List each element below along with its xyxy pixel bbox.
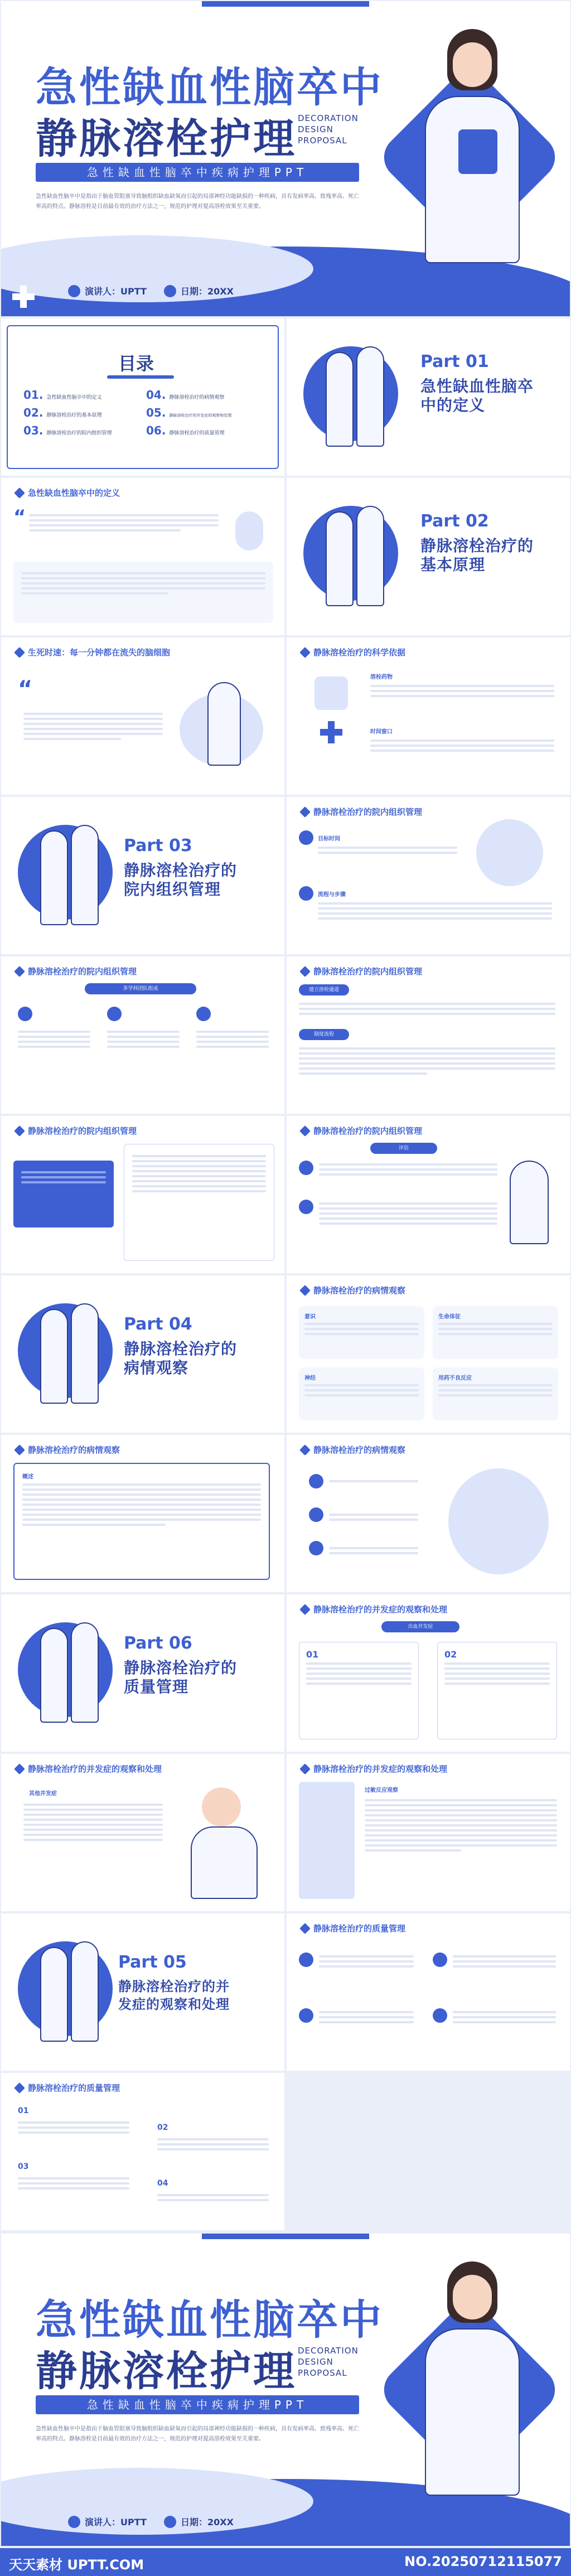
cover-cross-icon <box>12 286 35 308</box>
diamond-icon <box>14 647 25 658</box>
time-slide <box>1 637 284 795</box>
slide-header <box>301 965 422 977</box>
header-text: 静脉溶栓治疗的病情观察 <box>313 1285 406 1296</box>
part01-slide <box>287 318 570 476</box>
text-block <box>319 1161 497 1178</box>
part-title-line: 院内组织管理 <box>124 880 221 898</box>
cover-deco-words <box>298 2345 359 2379</box>
diamond-icon <box>299 1604 311 1615</box>
toc-num: 01. <box>23 388 43 402</box>
date-label <box>164 2515 234 2528</box>
team-icon-2 <box>107 1007 122 1021</box>
toc-label: 静脉溶栓治疗的质量管理 <box>169 431 225 436</box>
calendar-icon <box>164 2516 176 2528</box>
quality-slide-2 <box>1 2073 284 2230</box>
footer-id: NO.20250712115077 <box>404 2554 562 2569</box>
syringe-icon <box>314 676 348 710</box>
part-number: Part 05 <box>118 1952 187 1972</box>
deco-word: DESIGN <box>298 124 333 134</box>
toc-label: 急性缺血性脑卒中的定义 <box>46 395 102 400</box>
blue-panel <box>13 1161 114 1227</box>
date-label <box>164 284 234 297</box>
diamond-icon <box>14 1125 25 1137</box>
side-blue <box>299 1782 355 1899</box>
toc-label: 静脉溶栓治疗的并发症的观察和处理 <box>169 413 232 418</box>
post-treatment-slide <box>287 1754 570 1911</box>
header-text: 静脉溶栓治疗的并发症的观察和处理 <box>313 1764 448 1774</box>
num-01: 01 <box>18 2106 29 2115</box>
text-block <box>329 1511 418 1524</box>
cover-slide-repeat <box>1 2234 570 2546</box>
cover-title-line1: 急性缺血性脑卒中 <box>36 2296 384 2344</box>
slide-header <box>301 646 405 658</box>
lab-illustration <box>448 1468 549 1574</box>
complication-slide-1 <box>287 1594 570 1752</box>
header-text: 静脉溶栓治疗的并发症的观察和处理 <box>28 1764 162 1774</box>
part-title-line: 静脉溶栓治疗的 <box>420 537 534 555</box>
diamond-icon <box>299 1923 311 1934</box>
doctor-illustration <box>510 1161 549 1244</box>
text-block <box>329 1544 418 1557</box>
nurses-illustration <box>40 819 101 931</box>
toc-item[interactable] <box>23 388 146 406</box>
text-block <box>23 1801 163 1844</box>
obs-card-b <box>433 1306 558 1359</box>
slide-header <box>301 1922 405 1934</box>
comp-card-2 <box>437 1642 557 1739</box>
toc-num: 02. <box>23 406 43 419</box>
cover-title-line2: 静脉溶栓护理 <box>36 115 297 163</box>
toc-item[interactable] <box>23 424 146 442</box>
quote-icon: “ <box>18 676 33 702</box>
part03-slide <box>1 797 284 954</box>
nurses-illustration <box>326 341 387 452</box>
scientist-illustration <box>476 819 543 886</box>
mech-label-2: 时间窗口 <box>370 729 393 735</box>
toc-item[interactable] <box>146 388 269 406</box>
step-icon-2 <box>309 1507 323 1522</box>
slide-header <box>16 2082 120 2094</box>
nurses-illustration <box>40 1617 101 1728</box>
header-text: 静脉溶栓治疗的病情观察 <box>28 1445 120 1455</box>
obs-card-d <box>433 1367 558 1420</box>
num-01: 01 <box>306 1649 319 1660</box>
text-block <box>370 682 554 700</box>
slide-header <box>301 806 422 818</box>
text-col <box>196 1028 269 1051</box>
part06-slide <box>1 1594 284 1752</box>
slide-header <box>301 1125 422 1137</box>
text-block <box>453 1952 556 1970</box>
step-icon-3 <box>309 1541 323 1555</box>
num-03: 03 <box>18 2162 29 2171</box>
channel-pill: 建立溶栓通道 <box>299 984 349 995</box>
cover-deco-words <box>298 113 359 146</box>
header-text: 静脉溶栓治疗的院内组织管理 <box>313 807 423 817</box>
toc-item[interactable] <box>23 406 146 424</box>
diamond-icon <box>14 1444 25 1456</box>
team-icon-3 <box>196 1007 211 1021</box>
step-icon-1 <box>299 1161 313 1175</box>
date-text: 日期：20XX <box>181 286 234 297</box>
text-block <box>157 2135 269 2153</box>
goal-label: 目标时间 <box>318 836 340 842</box>
num-02: 02 <box>157 2123 168 2132</box>
slide-header <box>16 1125 137 1137</box>
header-text: 静脉溶栓治疗的科学依据 <box>313 647 406 658</box>
text-col <box>18 1028 90 1051</box>
org-slide-3 <box>287 956 570 1114</box>
num-icon-4 <box>433 2008 447 2023</box>
cover-subtitle-band <box>36 2395 359 2414</box>
text-col <box>107 1028 180 1051</box>
header-text: 静脉溶栓治疗的质量管理 <box>28 2083 120 2093</box>
part-title-line: 质量管理 <box>124 1678 189 1696</box>
diamond-icon <box>299 1125 311 1137</box>
complication-slide-2 <box>1 1754 284 1911</box>
part-title <box>118 1978 230 2013</box>
cover-description: 急性缺血性脑卒中是指由于脑血管阻塞导致脑组织缺血缺氧而引起的局部神经功能缺损的一种疾病，具有发病率高、致残率高、死亡率高的特点。静脉溶栓是目前最有效的治疗方法之一，规范的护理对提高溶栓效果至关重要。 <box>36 2426 359 2442</box>
header-text: 生死时速：每一分钟都在流失的脑细胞 <box>28 647 171 658</box>
toc-label: 静脉溶栓治疗的病情观察 <box>169 395 225 400</box>
user-icon <box>68 285 80 297</box>
footer-bar <box>0 2548 571 2576</box>
diamond-icon <box>299 647 311 658</box>
text-block <box>18 2119 129 2137</box>
diamond-icon <box>14 1763 25 1775</box>
text-block <box>318 900 552 922</box>
toc-num: 06. <box>146 424 166 437</box>
speaker-label <box>68 2515 147 2528</box>
part-title-line: 静脉溶栓治疗的 <box>124 1340 238 1358</box>
text-block <box>365 1796 557 1854</box>
part-title-line: 静脉溶栓治疗的并 <box>118 1979 230 1994</box>
part-title <box>124 1340 237 1378</box>
obs-card-c <box>299 1367 424 1420</box>
summary-box <box>13 1463 270 1580</box>
cover-subtitle: 急性缺血性脑卒中疾病护理PPT <box>86 166 308 179</box>
diamond-icon <box>299 1285 311 1296</box>
cross-icon <box>320 721 342 743</box>
text-block <box>23 710 163 743</box>
slide-header <box>16 487 120 499</box>
card-label: 用药不良反应 <box>438 1375 472 1381</box>
deco-word: PROPOSAL <box>298 136 347 146</box>
slide-header <box>301 1763 447 1775</box>
slide-header <box>16 646 170 658</box>
speaker-label <box>68 284 147 297</box>
cover-subtitle: 急性缺血性脑卒中疾病护理PPT <box>86 2398 308 2411</box>
deco-word: PROPOSAL <box>298 2368 347 2378</box>
toc-item[interactable] <box>146 424 269 442</box>
system-pill: 制度流程 <box>299 1029 349 1040</box>
comp-pill: 出血并发症 <box>381 1621 459 1632</box>
part-title-line: 中的定义 <box>420 396 486 414</box>
part-title <box>420 377 534 415</box>
assessment-slide <box>287 1116 570 1273</box>
slide-header <box>301 1603 447 1615</box>
text-block <box>370 737 554 755</box>
part02-slide <box>287 478 570 635</box>
part-number: Part 03 <box>124 836 192 856</box>
step-icon-1 <box>309 1474 323 1488</box>
quote-icon: “ <box>13 506 26 528</box>
text-block <box>319 2008 414 2026</box>
num-04: 04 <box>157 2179 168 2188</box>
comp-sub-label: 其他并发症 <box>29 1791 57 1797</box>
header-text: 静脉溶栓治疗的院内组织管理 <box>28 1126 137 1136</box>
header-text: 静脉溶栓治疗的院内组织管理 <box>313 1126 423 1136</box>
target-icon <box>299 830 313 845</box>
cover-subtitle-band <box>36 163 359 182</box>
calendar-icon <box>164 285 176 297</box>
toc-label: 静脉溶栓治疗的基本原理 <box>46 413 102 418</box>
text-block <box>453 2008 556 2026</box>
observation-slide-2 <box>1 1435 284 1592</box>
diamond-icon <box>14 966 25 977</box>
header-text: 静脉溶栓治疗的院内组织管理 <box>313 966 423 977</box>
num-icon-2 <box>433 1952 447 1967</box>
step-icon-2 <box>299 1200 313 1214</box>
nurses-illustration <box>40 1298 101 1409</box>
part-title <box>124 1659 237 1697</box>
diamond-icon <box>299 1763 311 1775</box>
user-icon <box>68 2516 80 2528</box>
part-number: Part 04 <box>124 1314 192 1334</box>
cover-title-line2: 静脉溶栓护理 <box>36 2347 297 2395</box>
card-label: 意识 <box>304 1314 316 1320</box>
header-text: 静脉溶栓治疗的院内组织管理 <box>28 966 137 977</box>
doctor-illustration <box>386 2250 553 2496</box>
text-block <box>319 1200 497 1227</box>
text-block <box>329 1477 418 1485</box>
bullet-card <box>124 1144 274 1261</box>
speaker-text: 演讲人：UPTT <box>85 2517 147 2527</box>
part05-slide <box>1 1913 284 2071</box>
flow-icon <box>299 886 313 901</box>
part-title-line: 急性缺血性脑卒 <box>420 377 534 395</box>
part-title-line: 发症的观察和处理 <box>118 1997 230 2012</box>
cover-slide <box>1 1 570 316</box>
date-text: 日期：20XX <box>181 2517 234 2527</box>
toc-slide <box>1 318 284 476</box>
obs-card-a <box>299 1306 424 1359</box>
text-block <box>157 2191 269 2204</box>
speaker-text: 演讲人：UPTT <box>85 286 147 297</box>
nurse-illustration <box>185 1787 263 1899</box>
part04-slide <box>1 1275 284 1433</box>
num-02: 02 <box>444 1649 457 1660</box>
cover-top-bar <box>202 2234 369 2239</box>
nurse-avatar <box>235 511 263 550</box>
part-number: Part 02 <box>420 511 489 531</box>
toc-item[interactable] <box>146 406 269 424</box>
diamond-icon <box>299 966 311 977</box>
text-block <box>299 1045 555 1077</box>
team-pill: 多学科团队组成 <box>85 983 196 994</box>
toc-num: 05. <box>146 406 166 419</box>
flow-label: 流程与步骤 <box>318 892 346 898</box>
toc-num: 03. <box>23 424 43 437</box>
quality-slide-1 <box>287 1913 570 2071</box>
diamond-icon <box>299 1444 311 1456</box>
observation-slide-3 <box>287 1435 570 1592</box>
observation-slide-1 <box>287 1275 570 1433</box>
deco-word: DESIGN <box>298 2357 333 2367</box>
org-slide-2 <box>1 956 284 1114</box>
part-title <box>420 537 534 574</box>
deco-word: DECORATION <box>298 2346 359 2356</box>
footer-brand: 天天素材 UPTT.COM <box>9 2557 144 2573</box>
diamond-icon <box>14 2082 25 2094</box>
slide-header <box>16 1444 120 1456</box>
part-title-line: 静脉溶栓治疗的 <box>124 861 238 879</box>
header-text: 急性缺血性脑卒中的定义 <box>28 488 120 498</box>
toc-label: 静脉溶栓治疗的院内组织管理 <box>46 431 112 436</box>
comp-card-1 <box>299 1642 419 1739</box>
cover-top-bar <box>202 1 369 7</box>
text-block <box>29 511 219 534</box>
toc-list <box>23 388 269 442</box>
assess-pill: 评估 <box>370 1143 437 1154</box>
info-card <box>13 562 273 623</box>
doctor-illustration <box>386 18 553 263</box>
summary-label: 概述 <box>22 1474 33 1480</box>
nurses-illustration <box>40 1936 101 2047</box>
text-block <box>299 1000 555 1018</box>
text-block <box>318 844 457 857</box>
team-icon-1 <box>18 1007 32 1021</box>
doctor-illustration <box>174 671 269 771</box>
definition-slide <box>1 478 284 635</box>
toc-num: 04. <box>146 388 166 402</box>
basis-slide <box>287 637 570 795</box>
slide-header <box>301 1444 405 1456</box>
slide-header <box>16 1763 162 1775</box>
num-icon-3 <box>299 2008 313 2023</box>
card-label: 神经 <box>304 1375 316 1381</box>
text-block <box>18 2174 129 2192</box>
part-title-line: 病情观察 <box>124 1359 189 1377</box>
part-number: Part 01 <box>420 352 489 371</box>
org-slide-1 <box>287 797 570 954</box>
header-text: 静脉溶栓治疗的并发症的观察和处理 <box>313 1604 448 1615</box>
diamond-icon <box>14 487 25 499</box>
num-icon-1 <box>299 1952 313 1967</box>
org-slide-4 <box>1 1116 284 1273</box>
slide-header <box>301 1284 405 1296</box>
text-block <box>319 1952 414 1970</box>
post-label: 过敏反应观察 <box>365 1787 398 1794</box>
cover-description: 急性缺血性脑卒中是指由于脑血管阻塞导致脑组织缺血缺氧而引起的局部神经功能缺损的一种疾病，具有发病率高、致残率高、死亡率高的特点。静脉溶栓是目前最有效的治疗方法之一，规范的护理对提高溶栓效果至关重要。 <box>36 194 359 210</box>
toc-title: 目录 <box>118 353 154 374</box>
part-title <box>124 861 237 899</box>
slide-header <box>16 965 137 977</box>
toc-underline <box>107 375 174 379</box>
header-text: 静脉溶栓治疗的病情观察 <box>313 1445 406 1455</box>
deco-word: DECORATION <box>298 113 359 123</box>
part-number: Part 06 <box>124 1633 192 1653</box>
mech-label-1: 溶栓药物 <box>370 674 393 680</box>
diamond-icon <box>299 806 311 818</box>
card-label: 生命体征 <box>438 1314 461 1320</box>
cover-title-line1: 急性缺血性脑卒中 <box>36 64 384 112</box>
header-text: 静脉溶栓治疗的质量管理 <box>313 1923 406 1934</box>
nurses-illustration <box>326 500 387 612</box>
part-title-line: 基本原理 <box>420 555 486 574</box>
part-title-line: 静脉溶栓治疗的 <box>124 1659 238 1677</box>
